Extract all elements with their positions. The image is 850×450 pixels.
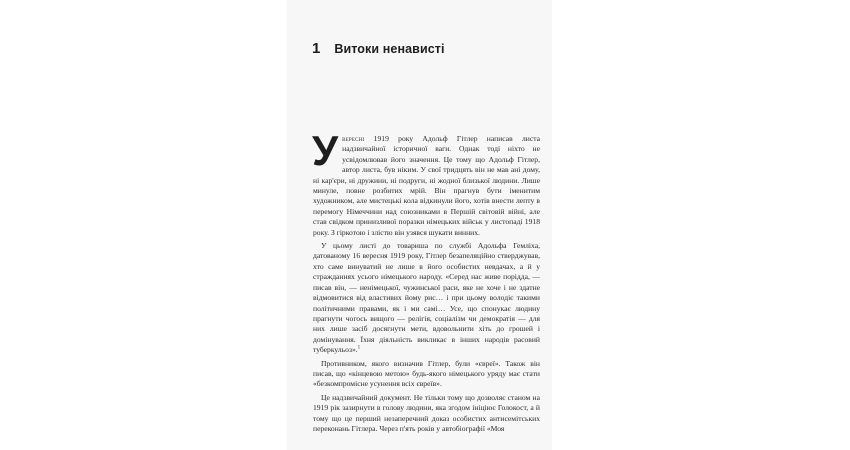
paragraph-3-text: Противником, якого визначив Гітлер, були «євреї». Також він писав, що «кінцевою метою» будь-якого німецького уряду має стати «безкомпромісне усунення всіх євреїв». — [313, 358, 540, 389]
paragraph-1 — [312, 127, 540, 238]
chapter-title: Витоки ненависті — [334, 42, 445, 56]
paragraph-4 — [313, 393, 540, 435]
drop-cap: У — [312, 127, 339, 174]
footnote-marker: 1 — [357, 345, 361, 351]
paragraph-2-text: У цьому листі до товариша по службі Адольфа Гемліха, датованому 16 вересня 1919 року, Гітлер безапеляційно стверджував, хто саме винуватий не лише в його особистих невдачах, а й у стражданнях усього німецького народу. «Серед нас живе порідда, — писав він, — ненімецької, чужинської раси, яке не хоче і не здатне відмовитися від властивих йому рис… і при цьому володіє такими політичними правами, як і ми самі… Усе, що спонукає людину прагнути чогось вищого — релігія, соціалізм чи демократія — для них лише засіб досягнути мети, вдовольнити хіть до грошей і домінування. Їхня діяльність викликає в інших народів расовий туберкульоз». — [313, 241, 540, 355]
lead-word: вересні — [342, 134, 365, 143]
chapter-header — [312, 40, 445, 57]
paragraph-2 — [313, 241, 540, 355]
paragraph-4-text: Це надзвичайний документ. Не тільки тому що дозволяє станом на 1919 рік зазирнути в голову людини, яка згодом ініціює Голокост, а й тому що це перший незаперечний доказ особистих антисемітських переконань Гітлера. Через п'ять років у автобіографії «Моя — [313, 392, 540, 433]
paragraph-1-text: 1919 року Адольф Гітлер написав листа надзвичайної історичної ваги. Однак тоді ніхто не усвідомлював його значення. Це тому що Адольф Гітлер, автор листа, був ніким. У свої тридцять він не мав ані дому, ні кар'єри, ні дружини, ні подруги, ні жодної близької людини. Лише минуле, повне розбитих мрій. Він прагнув бути іменитим художником, але мистецькі кола відкинули його, хотів внести лепту в перемогу Німеччини над союзниками в Першій світовій війні, але став свідком принизливої поразки німецьких військ у листопаді 1918 року. З гіркотою і злістю він узявся шукати винних. — [313, 134, 540, 237]
chapter-number: 1 — [312, 40, 321, 57]
body-text — [312, 127, 540, 434]
paragraph-3 — [313, 359, 540, 390]
